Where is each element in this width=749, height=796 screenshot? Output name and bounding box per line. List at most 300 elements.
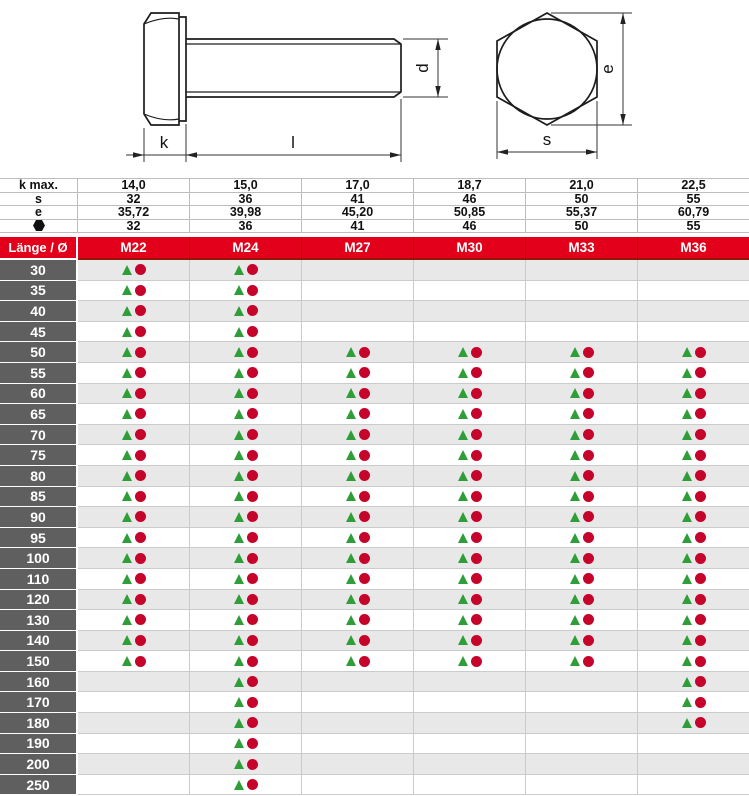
size-header-row (0, 237, 749, 260)
marker-cell (78, 487, 190, 508)
triangle-marker (234, 327, 244, 337)
availability-markers (122, 347, 146, 358)
circle-marker (359, 470, 370, 481)
top-view-arrowheads (497, 13, 626, 155)
triangle-marker (234, 780, 244, 790)
triangle-marker (122, 635, 132, 645)
circle-marker (471, 614, 482, 625)
marker-cell (78, 384, 190, 405)
circle-marker (135, 305, 146, 316)
triangle-marker (122, 409, 132, 419)
availability-markers (682, 408, 706, 419)
spec-value-text: 41 (350, 218, 365, 233)
table-row (0, 754, 749, 775)
circle-marker (359, 388, 370, 399)
marker-cell (638, 384, 749, 405)
spec-value (526, 206, 638, 219)
length-label (0, 425, 78, 446)
dim-label-l: l (291, 133, 295, 152)
triangle-marker (682, 615, 692, 625)
circle-marker (359, 614, 370, 625)
marker-cell (526, 342, 638, 363)
length-label (0, 672, 78, 693)
circle-marker (135, 408, 146, 419)
circle-marker (247, 470, 258, 481)
spec-row (0, 193, 749, 207)
triangle-marker (570, 388, 580, 398)
marker-cell (78, 713, 190, 734)
marker-cell (78, 672, 190, 693)
availability-markers (458, 594, 482, 605)
circle-marker (247, 491, 258, 502)
availability-markers (682, 532, 706, 543)
triangle-marker (458, 491, 468, 501)
triangle-marker (458, 450, 468, 460)
table-row (0, 548, 749, 569)
triangle-marker (346, 347, 356, 357)
circle-marker (247, 408, 258, 419)
circle-marker (695, 553, 706, 564)
dim-label-d: d (413, 63, 432, 73)
circle-marker (583, 656, 594, 667)
marker-cell (526, 672, 638, 693)
availability-markers (122, 285, 146, 296)
size-column-header (638, 237, 749, 260)
availability-markers (458, 635, 482, 646)
marker-cell (526, 610, 638, 631)
triangle-marker (122, 368, 132, 378)
marker-cell (638, 363, 749, 384)
marker-cell (78, 322, 190, 343)
availability-markers (122, 594, 146, 605)
marker-cell (638, 404, 749, 425)
marker-cell (526, 322, 638, 343)
availability-markers (234, 676, 258, 687)
triangle-marker (122, 265, 132, 275)
table-row (0, 569, 749, 590)
circle-marker (247, 532, 258, 543)
triangle-marker (234, 409, 244, 419)
triangle-marker (458, 574, 468, 584)
triangle-marker (570, 450, 580, 460)
marker-cell (414, 734, 526, 755)
availability-markers (122, 614, 146, 625)
availability-markers (458, 491, 482, 502)
availability-markers (234, 573, 258, 584)
triangle-marker (122, 656, 132, 666)
triangle-marker (458, 430, 468, 440)
availability-markers (682, 470, 706, 481)
length-label (0, 713, 78, 734)
length-header-text: Länge / Ø (8, 240, 68, 255)
availability-markers (346, 614, 370, 625)
marker-cell (302, 425, 414, 446)
marker-cell (414, 445, 526, 466)
availability-markers (570, 614, 594, 625)
marker-cell (78, 651, 190, 672)
triangle-marker (682, 471, 692, 481)
length-label (0, 590, 78, 611)
availability-markers (234, 305, 258, 316)
spec-value (638, 220, 749, 233)
marker-cell (414, 487, 526, 508)
length-text: 140 (26, 632, 50, 649)
bolt-shaft-outline (186, 39, 401, 97)
size-column-header (190, 237, 302, 260)
availability-markers (234, 491, 258, 502)
availability-markers (234, 285, 258, 296)
spec-value (78, 206, 190, 219)
spec-value (302, 220, 414, 233)
availability-markers (122, 326, 146, 337)
size-header-text: M22 (120, 240, 147, 255)
circle-marker (135, 264, 146, 275)
triangle-marker (570, 574, 580, 584)
circle-marker (471, 573, 482, 584)
size-header-text: M36 (680, 240, 707, 255)
spec-value (414, 193, 526, 206)
availability-markers (682, 676, 706, 687)
availability-markers (234, 594, 258, 605)
circle-marker (583, 532, 594, 543)
marker-cell (526, 692, 638, 713)
triangle-marker (346, 491, 356, 501)
triangle-marker (346, 553, 356, 563)
length-text: 60 (30, 385, 46, 402)
length-text: 50 (30, 344, 46, 361)
triangle-marker (346, 512, 356, 522)
availability-markers (122, 573, 146, 584)
circle-marker (583, 470, 594, 481)
length-text: 70 (30, 426, 46, 443)
availability-markers (682, 717, 706, 728)
triangle-marker (346, 594, 356, 604)
availability-markers (570, 450, 594, 461)
marker-cell (190, 260, 302, 281)
circle-marker (471, 635, 482, 646)
spec-value (526, 179, 638, 192)
length-text: 160 (26, 673, 50, 690)
circle-marker (135, 285, 146, 296)
marker-cell (190, 445, 302, 466)
availability-markers (346, 408, 370, 419)
circle-marker (247, 388, 258, 399)
marker-cell (526, 548, 638, 569)
marker-cell (302, 775, 414, 796)
spec-value (638, 179, 749, 192)
availability-markers (234, 759, 258, 770)
availability-markers (346, 429, 370, 440)
marker-cell (78, 692, 190, 713)
marker-cell (302, 445, 414, 466)
circle-marker (135, 326, 146, 337)
triangle-marker (346, 409, 356, 419)
availability-markers (458, 573, 482, 584)
triangle-marker (122, 512, 132, 522)
marker-cell (302, 342, 414, 363)
availability-markers (682, 347, 706, 358)
circle-marker (583, 511, 594, 522)
marker-cell (78, 610, 190, 631)
circle-marker (583, 367, 594, 378)
availability-markers (458, 347, 482, 358)
triangle-marker (234, 285, 244, 295)
marker-cell (302, 610, 414, 631)
length-text: 130 (26, 611, 50, 628)
availability-markers (682, 511, 706, 522)
circle-marker (247, 573, 258, 584)
availability-markers (682, 573, 706, 584)
spec-value-text: 46 (462, 218, 477, 233)
circle-marker (695, 635, 706, 646)
triangle-marker (234, 594, 244, 604)
availability-markers (346, 388, 370, 399)
availability-markers (458, 553, 482, 564)
circle-marker (583, 408, 594, 419)
availability-markers (346, 635, 370, 646)
marker-cell (190, 548, 302, 569)
marker-cell (302, 754, 414, 775)
size-column-header (302, 237, 414, 260)
circle-marker (695, 594, 706, 605)
table-row (0, 610, 749, 631)
spec-value (302, 179, 414, 192)
hex-nut-icon (33, 220, 45, 231)
length-label (0, 342, 78, 363)
marker-cell (190, 569, 302, 590)
circle-marker (135, 367, 146, 378)
marker-cell (302, 260, 414, 281)
marker-cell (526, 569, 638, 590)
length-text: 150 (26, 653, 50, 670)
length-text: 90 (30, 508, 46, 525)
spec-value (302, 193, 414, 206)
spec-value-text: 55 (686, 218, 701, 233)
availability-markers (570, 347, 594, 358)
spec-row-label (0, 220, 78, 233)
dim-label-s: s (542, 130, 552, 149)
table-row (0, 590, 749, 611)
length-text: 120 (26, 591, 50, 608)
marker-cell (526, 487, 638, 508)
length-label (0, 445, 78, 466)
availability-markers (122, 264, 146, 275)
circle-marker (247, 697, 258, 708)
circle-marker (583, 614, 594, 625)
length-label (0, 487, 78, 508)
triangle-marker (458, 656, 468, 666)
triangle-marker (346, 635, 356, 645)
triangle-marker (682, 368, 692, 378)
availability-markers (122, 656, 146, 667)
marker-cell (190, 342, 302, 363)
length-label (0, 363, 78, 384)
circle-marker (359, 594, 370, 605)
marker-cell (190, 672, 302, 693)
marker-cell (526, 754, 638, 775)
triangle-marker (570, 368, 580, 378)
table-row (0, 631, 749, 652)
availability-markers (570, 656, 594, 667)
length-label (0, 754, 78, 775)
marker-cell (190, 734, 302, 755)
marker-cell (302, 734, 414, 755)
marker-cell (638, 569, 749, 590)
marker-cell (302, 281, 414, 302)
triangle-marker (458, 347, 468, 357)
table-row (0, 672, 749, 693)
triangle-marker (234, 512, 244, 522)
triangle-marker (570, 491, 580, 501)
spec-value-text: 17,0 (345, 178, 370, 192)
spec-row (0, 206, 749, 220)
marker-cell (302, 384, 414, 405)
availability-markers (682, 450, 706, 461)
circle-marker (583, 429, 594, 440)
size-header-text: M30 (456, 240, 483, 255)
length-label (0, 260, 78, 281)
circle-marker (583, 347, 594, 358)
availability-markers (682, 388, 706, 399)
spec-value (190, 179, 302, 192)
table-row (0, 322, 749, 343)
length-text: 200 (26, 756, 50, 773)
spec-value (638, 193, 749, 206)
marker-cell (638, 466, 749, 487)
availability-markers (346, 553, 370, 564)
marker-cell (414, 631, 526, 652)
circle-marker (247, 326, 258, 337)
triangle-marker (234, 430, 244, 440)
triangle-marker (234, 697, 244, 707)
spec-value-text: 55,37 (565, 205, 598, 219)
marker-cell (414, 260, 526, 281)
marker-cell (190, 404, 302, 425)
triangle-marker (570, 635, 580, 645)
circle-marker (695, 470, 706, 481)
circle-marker (583, 388, 594, 399)
circle-marker (247, 738, 258, 749)
circle-marker (695, 614, 706, 625)
marker-cell (638, 610, 749, 631)
marker-cell (302, 363, 414, 384)
triangle-marker (122, 574, 132, 584)
triangle-marker (346, 574, 356, 584)
table-row (0, 342, 749, 363)
circle-marker (359, 573, 370, 584)
circle-marker (247, 305, 258, 316)
availability-markers (570, 635, 594, 646)
marker-cell (638, 590, 749, 611)
availability-markers (570, 594, 594, 605)
triangle-marker (234, 450, 244, 460)
circle-marker (135, 614, 146, 625)
side-view-dimensions (126, 39, 448, 162)
circle-marker (695, 676, 706, 687)
marker-cell (190, 487, 302, 508)
length-text: 170 (26, 694, 50, 711)
marker-cell (526, 466, 638, 487)
triangle-marker (122, 450, 132, 460)
availability-markers (122, 553, 146, 564)
triangle-marker (682, 347, 692, 357)
marker-cell (190, 363, 302, 384)
marker-cell (414, 610, 526, 631)
spec-row-label (0, 206, 78, 219)
spec-table (0, 178, 749, 233)
marker-cell (638, 754, 749, 775)
marker-cell (414, 651, 526, 672)
circle-marker (359, 553, 370, 564)
availability-markers (346, 450, 370, 461)
availability-markers (346, 470, 370, 481)
triangle-marker (346, 533, 356, 543)
marker-cell (638, 301, 749, 322)
triangle-marker (346, 368, 356, 378)
availability-markers (458, 429, 482, 440)
circle-marker (135, 450, 146, 461)
circle-marker (695, 408, 706, 419)
availability-markers (234, 450, 258, 461)
spec-value (190, 220, 302, 233)
availability-markers (570, 408, 594, 419)
length-text: 45 (30, 323, 46, 340)
circle-marker (359, 635, 370, 646)
marker-cell (414, 775, 526, 796)
triangle-marker (346, 656, 356, 666)
table-row (0, 404, 749, 425)
circle-marker (695, 450, 706, 461)
circle-marker (471, 429, 482, 440)
length-label (0, 692, 78, 713)
circle-marker (471, 470, 482, 481)
marker-cell (190, 713, 302, 734)
availability-markers (570, 511, 594, 522)
marker-cell (78, 754, 190, 775)
circle-marker (135, 532, 146, 543)
availability-table (0, 260, 749, 795)
triangle-marker (682, 677, 692, 687)
side-view (144, 13, 401, 125)
length-column-header (0, 237, 78, 260)
marker-cell (526, 631, 638, 652)
availability-markers (570, 573, 594, 584)
spec-value (414, 206, 526, 219)
spec-value (414, 220, 526, 233)
marker-cell (78, 507, 190, 528)
circle-marker (135, 347, 146, 358)
availability-markers (682, 491, 706, 502)
length-text: 85 (30, 488, 46, 505)
availability-markers (234, 697, 258, 708)
size-column-header (414, 237, 526, 260)
triangle-marker (682, 718, 692, 728)
availability-markers (122, 388, 146, 399)
table-row (0, 363, 749, 384)
spec-value (302, 206, 414, 219)
marker-cell (190, 384, 302, 405)
triangle-marker (682, 430, 692, 440)
marker-cell (638, 260, 749, 281)
triangle-marker (570, 347, 580, 357)
availability-markers (570, 470, 594, 481)
marker-cell (638, 734, 749, 755)
availability-markers (122, 491, 146, 502)
circle-marker (471, 408, 482, 419)
availability-markers (122, 470, 146, 481)
top-view-dimensions (497, 13, 632, 159)
spec-value-text: 21,0 (569, 178, 594, 192)
